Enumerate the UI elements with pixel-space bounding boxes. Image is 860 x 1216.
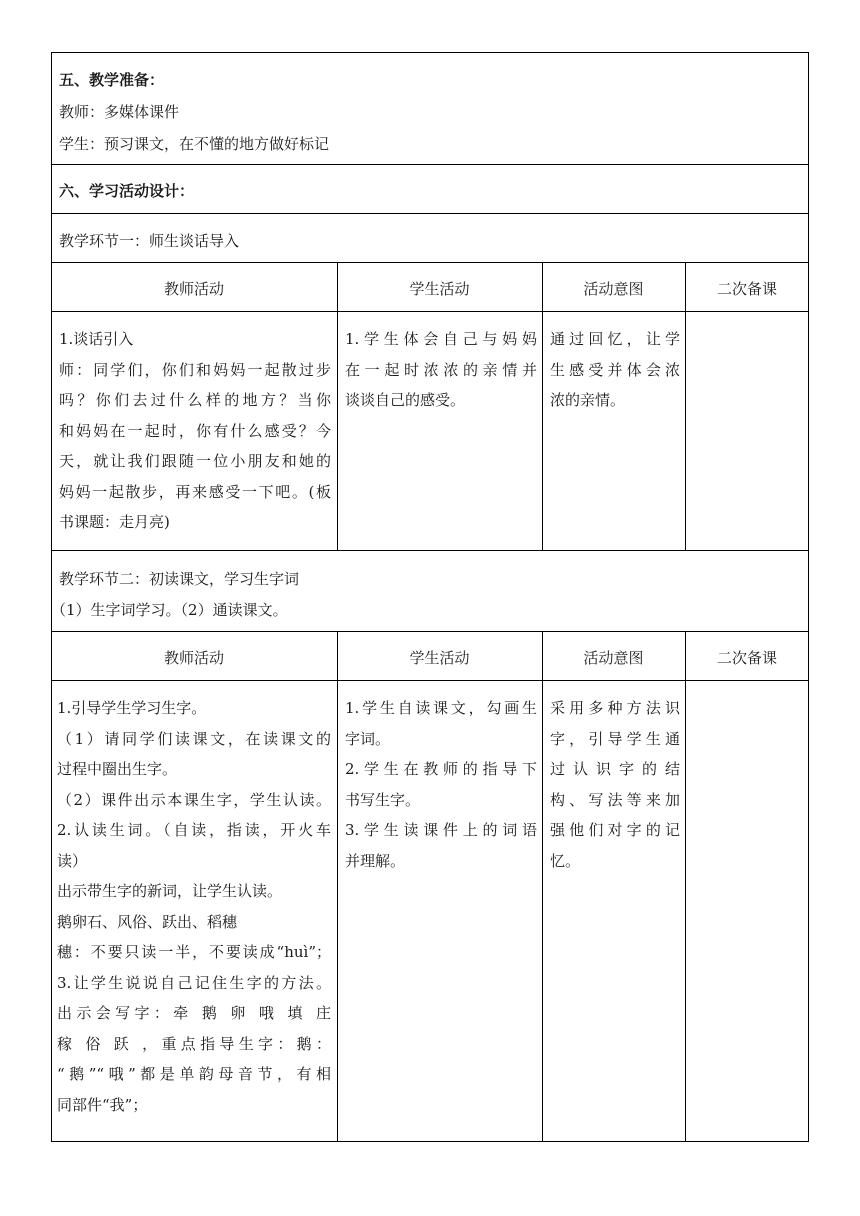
column-header-backup: 二次备课 bbox=[716, 280, 777, 298]
column-divider bbox=[337, 262, 338, 550]
text-line: 天，就让我们跟随一位小朋友和她的 bbox=[59, 452, 331, 470]
stage-title: 教学环节一：师生谈话导入 bbox=[59, 232, 240, 250]
column-header-student: 学生活动 bbox=[409, 280, 470, 298]
text-line: 吗？你们去过什么样的地方？当你 bbox=[59, 391, 331, 409]
text-line: 师：同学们，你们和妈妈一起散过步 bbox=[59, 360, 331, 379]
student-prep: 学生：预习课文，在不懂的地方做好标记 bbox=[59, 135, 330, 153]
text-line: 忆。 bbox=[550, 851, 581, 870]
text-line: 过认识字的结 bbox=[550, 760, 680, 778]
text-line: 鹅卵石、风俗、跃出、稻穗 bbox=[57, 912, 238, 931]
text-line: 浓的亲情。 bbox=[550, 391, 626, 409]
row-divider bbox=[51, 262, 809, 263]
text-line: 字，引导学生通 bbox=[550, 729, 680, 748]
text-line: 并理解。 bbox=[345, 851, 406, 870]
row-divider bbox=[51, 213, 809, 214]
text-line: 稼 俗 跃 ，重点指导生字：鹅： bbox=[57, 1034, 331, 1053]
stage-title: 教学环节二：初读课文，学习生字词 bbox=[59, 570, 300, 588]
column-header-student: 学生活动 bbox=[409, 649, 470, 667]
text-line: 和妈妈在一起时，你有什么感受？今 bbox=[59, 421, 331, 440]
text-line: 1.学生自读课文，勾画生 bbox=[345, 699, 537, 717]
column-divider bbox=[337, 631, 338, 1142]
row-divider bbox=[51, 164, 809, 165]
text-line: 书课题：走月亮) bbox=[59, 513, 170, 531]
text-line: 采用多种方法识 bbox=[550, 699, 680, 717]
text-line: 在一起时浓浓的亲情并 bbox=[345, 360, 537, 379]
teacher-activity-cell bbox=[59, 324, 331, 538]
text-line: 构、写法等来加 bbox=[550, 790, 680, 809]
column-divider bbox=[542, 631, 543, 1142]
column-divider bbox=[685, 262, 686, 550]
student-activity-cell bbox=[345, 693, 537, 876]
column-header-intent: 活动意图 bbox=[583, 280, 644, 298]
text-line: 3.让学生说说自己记住生字的方法。 bbox=[57, 973, 331, 992]
row-divider bbox=[51, 311, 809, 312]
teacher-prep: 教师：多媒体课件 bbox=[59, 103, 180, 121]
activity-intent-cell bbox=[550, 693, 680, 876]
text-line: 过程中圈出生字。 bbox=[57, 760, 178, 778]
text-line: 通过回忆，让学 bbox=[550, 330, 680, 348]
text-line: “鹅”“哦”都是单韵母音节，有相 bbox=[57, 1065, 331, 1083]
column-header-intent: 活动意图 bbox=[583, 649, 644, 667]
text-line: 出示带生字的新词，让学生认读。 bbox=[57, 882, 283, 900]
row-divider bbox=[51, 631, 809, 632]
text-line: 书写生字。 bbox=[345, 790, 421, 809]
column-header-backup: 二次备课 bbox=[716, 649, 777, 667]
text-line: 同部件“我”； bbox=[57, 1095, 148, 1114]
column-divider bbox=[542, 262, 543, 550]
column-header-teacher: 教师活动 bbox=[163, 280, 224, 298]
text-line: （2）课件出示本课生字，学生认读。 bbox=[57, 790, 331, 809]
text-line: 妈妈一起散步，再来感受一下吧。(板 bbox=[59, 482, 331, 501]
text-line: 谈谈自己的感受。 bbox=[345, 391, 466, 409]
section-title: 五、教学准备： bbox=[59, 71, 165, 89]
row-divider bbox=[51, 550, 809, 551]
text-line: 2.学生在教师的指导下 bbox=[345, 760, 537, 778]
text-line: 穗：不要只读一半，不要读成“huì”； bbox=[57, 943, 331, 961]
column-header-teacher: 教师活动 bbox=[163, 649, 224, 667]
text-line: 1.谈话引入 bbox=[59, 330, 134, 348]
text-line: 3.学生读课件上的词语 bbox=[345, 821, 537, 839]
student-activity-cell bbox=[345, 324, 537, 416]
row-divider bbox=[51, 680, 809, 681]
section-title: 六、学习活动设计： bbox=[59, 182, 195, 200]
activity-intent-cell bbox=[550, 324, 680, 416]
text-line: 读） bbox=[57, 851, 88, 870]
text-line: 字词。 bbox=[345, 729, 391, 748]
column-divider bbox=[685, 631, 686, 1142]
text-line: 1.引导学生学习生字。 bbox=[57, 699, 207, 717]
stage-subtitle: （1）生字词学习。（2）通读课文。 bbox=[51, 601, 288, 619]
lesson-plan-table bbox=[51, 52, 809, 1142]
text-line: 2.认读生词。（自读，指读，开火车 bbox=[57, 821, 331, 839]
text-line: 强他们对字的记 bbox=[550, 821, 680, 839]
text-line: 1.学生体会自己与妈妈 bbox=[345, 330, 537, 348]
text-line: 生感受并体会浓 bbox=[550, 360, 680, 379]
text-line: 出示会写字：牵 鹅 卵 哦 填 庄 bbox=[57, 1004, 331, 1022]
text-line: （1）请同学们读课文，在读课文的 bbox=[57, 729, 331, 748]
teacher-activity-cell bbox=[57, 693, 331, 1120]
